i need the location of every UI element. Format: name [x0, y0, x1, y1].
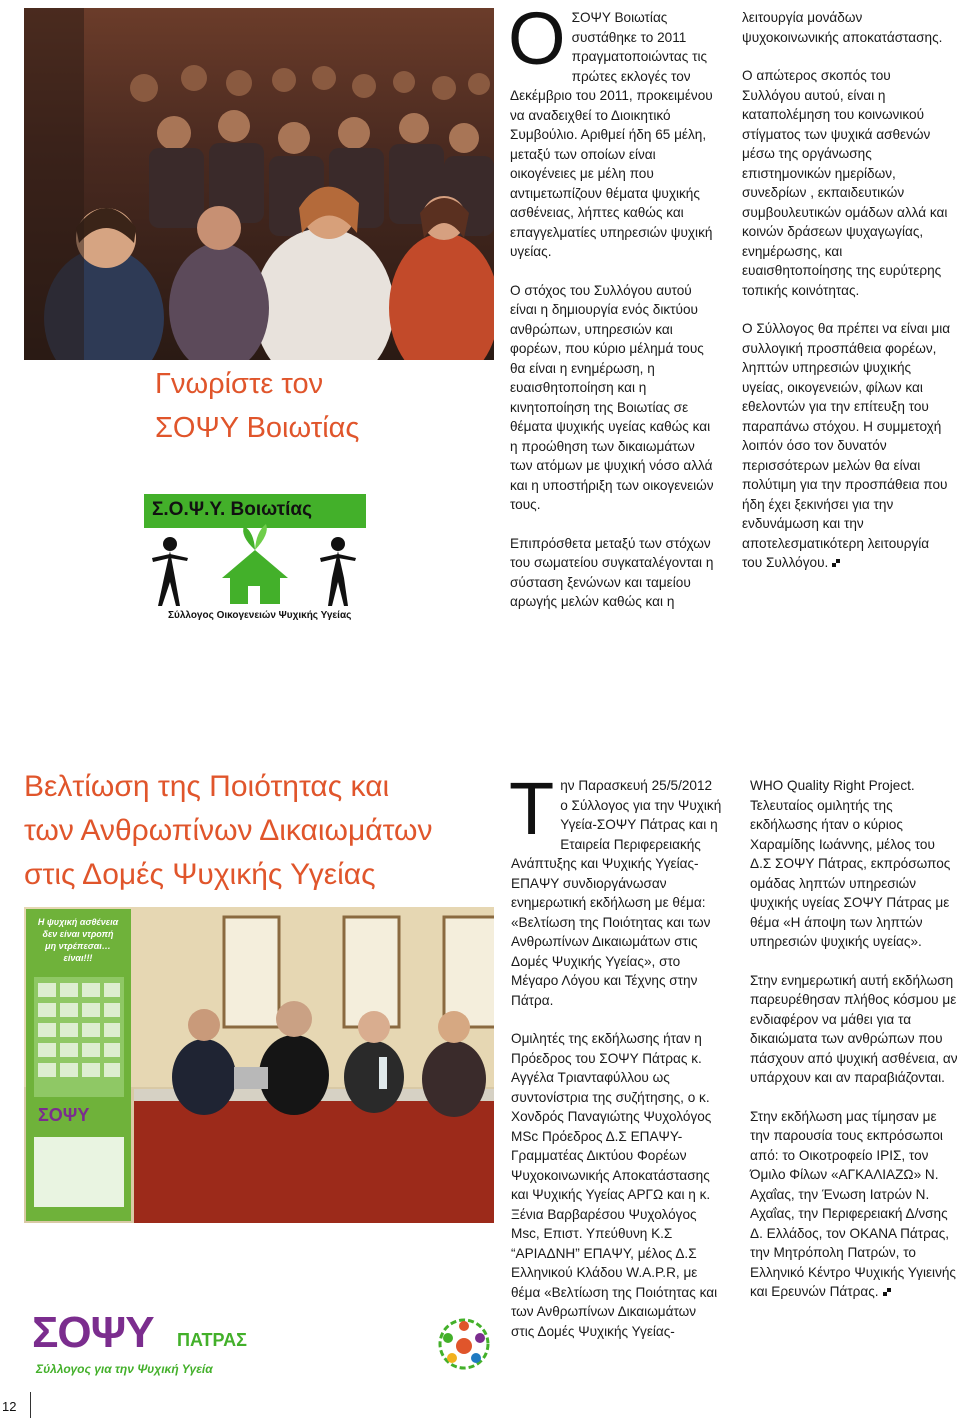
poster-brand: ΣΟΨΥ — [38, 1105, 90, 1125]
section2-paragraph-1: ην Παρασκευή 25/5/2012 ο Σύλλογος για την Ψυχική Υγεία-ΣΟΨΥ Πάτρας και η Εταιρεία Περιφερειακής Ανάπτυξης και Ψυχικής Υγείας-ΕΠΑΨΥ συνδιοργάνωσαν ενημερωτική εκδήλωση με θέμα: «Βελτίωση της Ποιότητας και των Ανθρωπίνων Δικαιωμάτων στις Δομές Ψυχικής Υγείας», στο Μέγαρο Λόγου και Τέχνης στην Πάτρα. — [511, 778, 722, 1008]
section2-paragraph-5-wrap — [750, 1107, 958, 1302]
end-of-article-icon — [832, 559, 840, 567]
section2-paragraph-4: Στην ενημερωτική αυτή εκδήλωση παρευρέθησαν πλήθος κόσμου με ενδιαφέρον να μάθει για τα δικαιώματα των ανθρώπων που πάσχουν από ψυχική ασθένεια, αν υπάρχουν και αν παραβιάζονται. — [750, 972, 958, 1085]
panel-discussion-photo — [24, 907, 494, 1223]
sopsy-boiotias-logo — [140, 488, 370, 628]
section2-column-3 — [750, 776, 958, 1321]
section1-paragraph-6: Ο Σύλλογος θα πρέπει να είναι μια συλλογική προσπάθεια φορέων, ληπτών υπηρεσιών ψυχικής υγείας, οικογενειών, φίλων και εθελοντών για την επίτευξη του παραπάνω στόχου. Η συμμετοχή λοιπόν όσο τον δυνατόν περισσότερων μελών θα είναι πολύτιμη για την προσπάθεια που ήδη έχει ξεκινήσει για την ενδυνάμωση και την αποτελεσματικότερη λειτουργία του Συλλόγου. — [742, 321, 951, 570]
sopsy-patras-logo — [32, 1308, 262, 1382]
sopsy-patras-logo-city: ΠΑΤΡΑΣ — [177, 1330, 247, 1350]
section1-column-3 — [742, 8, 952, 592]
section1-intro-paragraph — [508, 0, 720, 262]
section1-paragraph-6-wrap — [742, 319, 952, 573]
poster-text-4: είναι!!! — [63, 953, 93, 963]
section2-column-2 — [509, 767, 723, 1360]
section2-title-line3: στις Δομές Ψυχικής Υγείας — [24, 858, 376, 891]
sopsy-patras-logo-brand: ΣΟΨΥ — [32, 1308, 154, 1357]
drop-cap: Τ — [509, 767, 555, 850]
section1-title-line2: ΣΟΨΥ Βοιωτίας — [155, 412, 360, 444]
section1-paragraph-1: ΣΟΨΥ Βοιωτίας συστάθηκε το 2011 πραγματοποιώντας τις πρώτες εκλογές τον Δεκέμβριο του 2011, προκειμένου να αναδειχθεί το Διοικητικό Συμβούλιο. Αριθμεί ήδη 65 μέλη, μεταξύ των οποίων είναι οικογένειες με μέλη που αντιμετωπίζουν θέματα ψυχικής ασθένειας, λήπτες καθώς και επαγγελματίες υπηρεσιών ψυχική υγείας. — [510, 10, 713, 259]
sopsy-boiotias-logo-title: Σ.Ο.Ψ.Υ. Βοιωτίας — [152, 499, 312, 520]
section2-title-line1: Βελτίωση της Ποιότητας και — [24, 770, 390, 803]
section2-title-line2: των Ανθρωπίνων Δικαιωμάτων — [24, 814, 433, 847]
section1-paragraph-5: Ο απώτερος σκοπός του Συλλόγου αυτού, είναι η καταπολέμηση του κοινωνικού στίγματος των ψυχικά ασθενών μέσω της οργάνωσης επιστημονικών ημερίδων, συνεδρίων , εκπαιδευτικών συμβουλευτικών ομάδων αλλά και κοινών δράσεων ψυχαγωγίας, ενημέρωσης, και ευαισθητοποίησης της ευρύτερης τοπικής κοινότητας. — [742, 68, 948, 298]
section2-intro-paragraph — [509, 767, 723, 1010]
section1-title-line1: Γνωρίστε τον — [155, 368, 324, 400]
sopsy-patras-logo-caption: Σύλλογος για την Ψυχική Υγεία — [36, 1362, 213, 1376]
page-number: 12 — [2, 1399, 17, 1414]
section2-paragraph-5: Στην εκδήλωση μας τίμησαν με την παρουσία τους εκπρόσωποι από: το Οικοτροφείο ΙΡΙΣ, τον Όμιλο Φίλων «ΑΓΚΑΛΙΑΖΩ» Ν. Αχαΐας, την Ένωση Ιατρών Ν. Αχαΐας, την Περιφερειακή Δ/νσης Δ. Ελλάδος, τον ΟΚΑΝΑ Πάτρας, την Μητρόπολη Πατρών, το Ελληνικό Κέντρο Ψυχικής Υγιεινής και Ερευνών Πάτρας. — [750, 1108, 956, 1299]
drop-cap: Ο — [508, 0, 566, 80]
end-of-article-icon — [883, 1288, 891, 1296]
section1-paragraph-2: Ο στόχος του Συλλόγου αυτού είναι η δημιουργία ενός δικτύου ανθρώπων, υπηρεσιών και φορέων, που κύριο μέλημά τους θα είναι η ενημέρωση, η ευαισθητοποίηση και η κινητοποίηση της Βοιωτίας σε θέματα ψυχικής υγείας καθώς και η προώθηση των δικαιωμάτων των ατόμων με ψυχική νόσο αλλά και η υποστήριξη των οικογενειών τους. — [510, 282, 714, 512]
section1-column-2 — [508, 0, 720, 631]
poster-text-2: δεν είναι ντροπή — [42, 929, 114, 939]
poster-text-1: Η ψυχική ασθένεια — [37, 917, 119, 927]
section2-paragraph-2: Ομιλητές της εκδήλωσης ήταν η Πρόεδρος του ΣΟΨΥ Πάτρας κ. Αγγέλα Τριανταφύλλου ως συντονίστρια της συζήτησης, ο κ. Χονδρός Παναγιώτης Ψυχολόγος MSc Πρόεδρος Δ.Σ ΕΠΑΨΥ-Γραμματέας Δικτύου Φορέων Ψυχοκοινωνικής Αποκατάστασης και Ψυχικής Υγείας ΑΡΓΩ και η κ. Ξένια Βαρβαρέσου Ψυχολόγος Msc, Επιστ. Υπεύθυνη Κ.Σ “ΑΡΙΑΔΝΗ” ΕΠΑΨΥ, μέλος Δ.Σ Ελληνικού Κλάδου W.A.P.R, με θέμα «Βελτίωση της Ποιότητας και των Ανθρωπίνων Δικαιωμάτων στις Δομές Ψυχικής Υγείας- — [511, 1031, 718, 1339]
page-number-rule — [30, 1392, 31, 1418]
sopsy-boiotias-logo-caption: Σύλλογος Οικογενειών Ψυχικής Υγείας — [168, 610, 352, 621]
partner-circle-logo — [434, 1314, 494, 1374]
audience-photo — [24, 8, 494, 360]
section1-paragraph-4: λειτουργία μονάδων ψυχοκοινωνικής αποκατάστασης. — [742, 10, 943, 45]
poster-text-3: μη ντρέπεσαι… — [45, 941, 111, 951]
section2-paragraph-3: WHO Quality Right Project. Τελευταίος ομιλητής της εκδήλωσης ήταν ο κύριος Χαραμίδης Ιωάννης, μέλος του Δ.Σ ΣΟΨΥ Πάτρας, εκπρόσωπος ομάδας ληπτών υπηρεσιών ψυχικής υγείας ΣΟΨΥ Πάτρας με θέμα «Η άποψη των ληπτών υπηρεσιών ψυχικής υγείας». — [750, 778, 951, 949]
section1-paragraph-3: Επιπρόσθετα μεταξύ των στόχων του σωματείου συγκαταλέγονται η σύσταση ξενώνων και ταμείου αρωγής μελών καθώς και η — [510, 535, 714, 609]
